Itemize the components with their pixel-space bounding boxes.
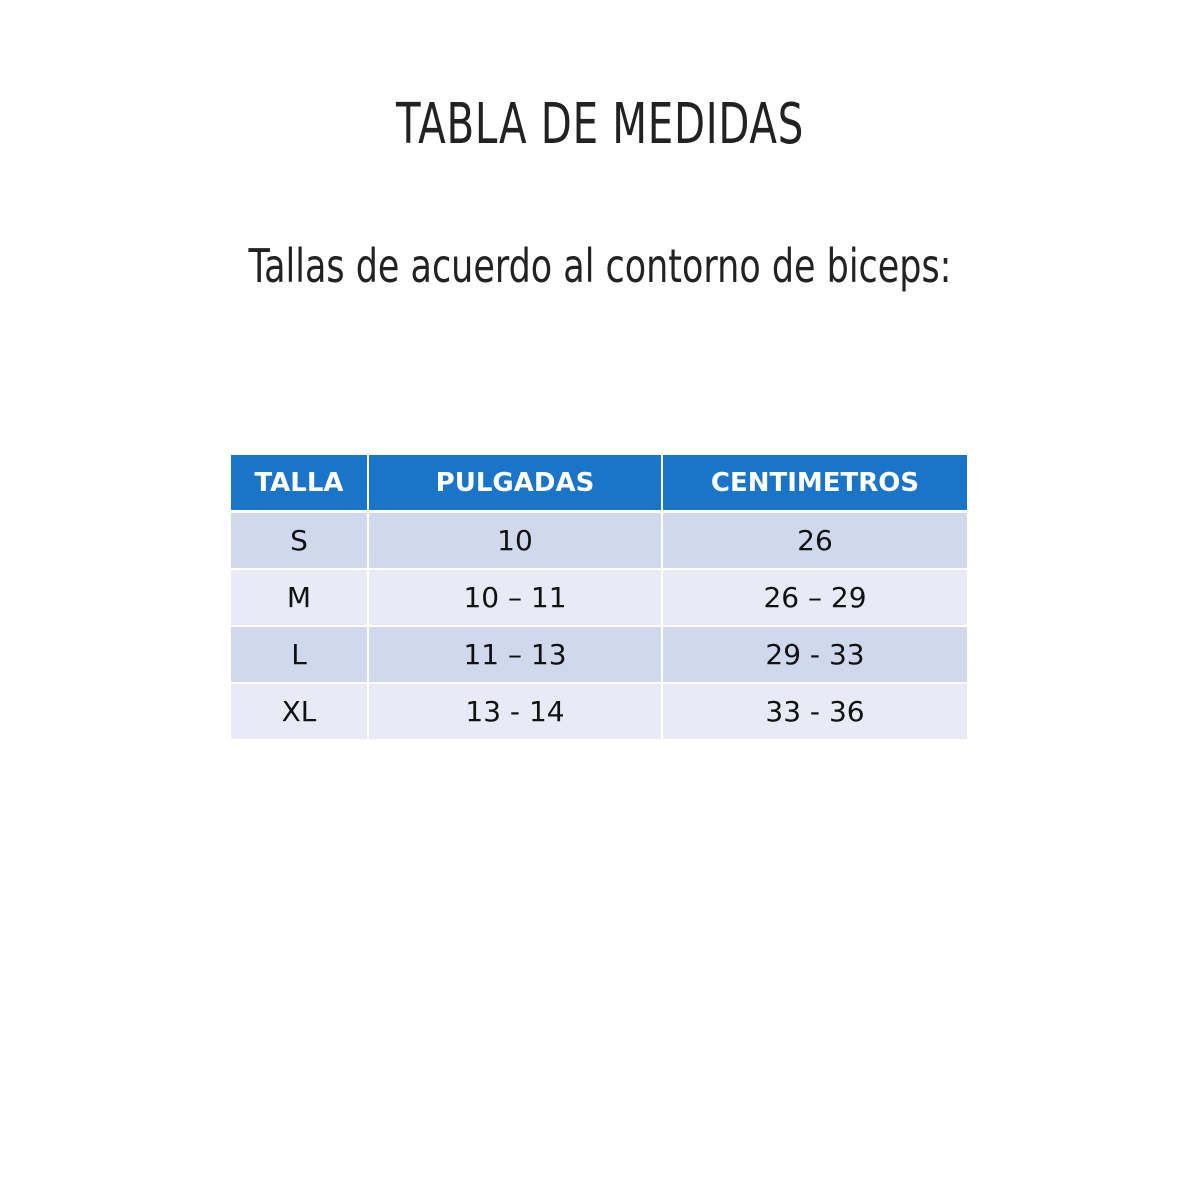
cell-pulgadas: 13 - 14 bbox=[368, 683, 662, 740]
size-table bbox=[231, 455, 967, 741]
page-title: TABLA DE MEDIDAS bbox=[395, 92, 805, 157]
table-header-row bbox=[231, 455, 967, 512]
cell-talla: S bbox=[231, 512, 368, 570]
cell-centimetros: 29 - 33 bbox=[662, 626, 967, 683]
cell-centimetros: 33 - 36 bbox=[662, 683, 967, 740]
cell-centimetros: 26 bbox=[662, 512, 967, 570]
cell-pulgadas: 11 – 13 bbox=[368, 626, 662, 683]
table-row bbox=[231, 683, 967, 740]
cell-pulgadas: 10 – 11 bbox=[368, 569, 662, 626]
cell-talla: M bbox=[231, 569, 368, 626]
page-subtitle: Tallas de acuerdo al contorno de biceps: bbox=[248, 239, 952, 293]
cell-pulgadas: 10 bbox=[368, 512, 662, 570]
header-talla: TALLA bbox=[231, 455, 368, 512]
header-pulgadas: PULGADAS bbox=[368, 455, 662, 512]
table-row bbox=[231, 569, 967, 626]
cell-centimetros: 26 – 29 bbox=[662, 569, 967, 626]
table-row bbox=[231, 512, 967, 570]
table-row bbox=[231, 626, 967, 683]
cell-talla: L bbox=[231, 626, 368, 683]
header-centimetros: CENTIMETROS bbox=[662, 455, 967, 512]
cell-talla: XL bbox=[231, 683, 368, 740]
